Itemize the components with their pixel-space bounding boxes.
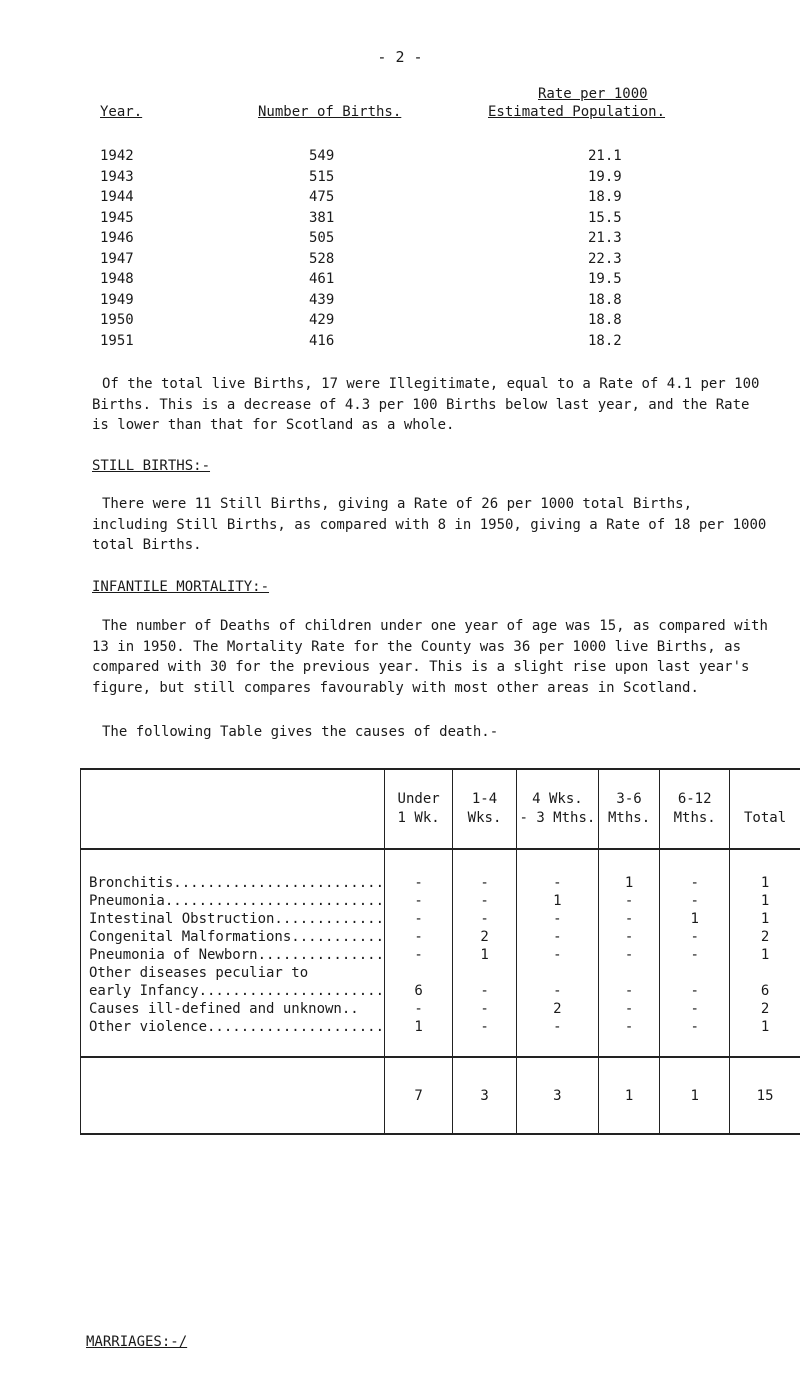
infantile-mortality-heading: INFANTILE MORTALITY:- (92, 579, 270, 595)
births-cell: 439 (309, 291, 335, 308)
year-header: Year. (100, 104, 143, 120)
column-header: 4 Wks. - 3 Mths. (516, 769, 598, 849)
count-cell: 1 (730, 892, 800, 910)
count-cell: - (516, 1018, 598, 1057)
table-header-row (81, 769, 800, 849)
cause-row (81, 910, 800, 928)
births-row (0, 148, 800, 169)
year-cell: 1942 (100, 148, 134, 164)
column-header: 6-12 Mths. (660, 769, 730, 849)
births-cell: 461 (309, 271, 335, 287)
count-cell: - (453, 892, 517, 910)
count-cell: - (385, 849, 453, 892)
count-cell: - (598, 910, 659, 928)
column-header: 1-4 Wks. (453, 769, 517, 849)
count-cell (516, 964, 598, 982)
count-cell (598, 964, 659, 982)
births-header: Number of Births. (258, 104, 402, 120)
count-cell: 2 (453, 928, 517, 946)
rate-header-line2: Estimated Population. (488, 104, 666, 120)
cause-row (81, 928, 800, 946)
rate-cell: 19.5 (588, 271, 622, 287)
count-cell: - (385, 892, 453, 910)
count-cell: - (453, 910, 517, 928)
count-cell: 1 (730, 1018, 800, 1057)
count-cell: 1 (385, 1018, 453, 1057)
count-cell: 1 (730, 910, 800, 928)
births-cell: 505 (309, 230, 335, 246)
count-cell: - (660, 982, 730, 1000)
rate-cell: 21.3 (588, 230, 622, 246)
illegitimate-paragraph: Of the total live Births, 17 were Illegitimate, equal to a Rate of 4.1 per 100 Births. This is a decrease of 4.3 per 100 Births below last year, and the Rate is lower than that for Scotland as a whole. (92, 376, 760, 433)
count-cell: - (385, 946, 453, 964)
count-cell (660, 964, 730, 982)
count-cell: - (453, 1018, 517, 1057)
births-table (0, 148, 800, 353)
count-cell: 1 (730, 849, 800, 892)
count-cell: - (660, 892, 730, 910)
births-row (0, 230, 800, 251)
count-cell: - (660, 1000, 730, 1018)
count-cell: 1 (660, 910, 730, 928)
count-cell: - (453, 849, 517, 892)
cause-row (81, 946, 800, 964)
count-cell: - (516, 946, 598, 964)
cause-row (81, 964, 800, 982)
table-intro: The following Table gives the causes of death.- (102, 724, 499, 740)
still-births-paragraph: There were 11 Still Births, giving a Rate of 26 per 1000 total Births, including Still Births, as compared with 8 in 1950, giving a Rate of 18 per 1000 total Births. (92, 496, 767, 553)
total-cell: 3 (516, 1057, 598, 1134)
count-cell: - (660, 946, 730, 964)
births-row (0, 169, 800, 190)
cause-row (81, 1000, 800, 1018)
cause-label: early Infancy...................... (81, 982, 385, 1000)
total-cell: 1 (660, 1057, 730, 1134)
count-cell: - (660, 1018, 730, 1057)
infantile-mortality-paragraph: The number of Deaths of children under one year of age was 15, as compared with 13 in 1950. The Mortality Rate for the County was 36 per 1000 live Births, as compared with 30 for the previous year. This is a slight rise upon last year's figure, but still compares favourably with most other areas in Scotland. (92, 618, 768, 696)
births-cell: 515 (309, 168, 335, 185)
count-cell: - (516, 928, 598, 946)
column-header: 3-6 Mths. (598, 769, 659, 849)
count-cell: 2 (516, 1000, 598, 1018)
rate-cell: 18.8 (588, 312, 622, 328)
total-cell: 15 (730, 1057, 800, 1134)
year-cell: 1948 (100, 271, 134, 287)
births-cell: 475 (309, 189, 335, 205)
cause-label: Bronchitis......................... (81, 849, 385, 892)
cause-label: Other violence..................... (81, 1018, 385, 1057)
births-cell: 416 (309, 332, 335, 349)
count-cell: 6 (730, 982, 800, 1000)
rate-cell: 21.1 (588, 148, 622, 164)
cause-label: Congenital Malformations........... (81, 928, 385, 946)
column-header: Total (730, 769, 800, 849)
cause-row (81, 982, 800, 1000)
rate-cell: 18.8 (588, 291, 622, 308)
year-cell: 1949 (100, 291, 134, 308)
total-cell: 7 (385, 1057, 453, 1134)
cause-label: Pneumonia.......................... (81, 892, 385, 910)
births-cell: 549 (309, 148, 335, 164)
births-row (0, 189, 800, 210)
year-cell: 1951 (100, 332, 134, 349)
cause-label: Other diseases peculiar to (81, 964, 385, 982)
births-row (0, 271, 800, 292)
year-cell: 1950 (100, 312, 134, 328)
count-cell (385, 964, 453, 982)
year-cell: 1947 (100, 250, 134, 267)
count-cell: - (453, 1000, 517, 1018)
totals-row (81, 1057, 800, 1134)
count-cell: - (516, 982, 598, 1000)
cause-row (81, 1018, 800, 1057)
cause-row (81, 892, 800, 910)
cause-label: Causes ill-defined and unknown.. (81, 1000, 385, 1018)
count-cell: 1 (453, 946, 517, 964)
count-cell: 6 (385, 982, 453, 1000)
births-table-header (0, 86, 800, 136)
count-cell: - (516, 849, 598, 892)
cause-label: Intestinal Obstruction............. (81, 910, 385, 928)
count-cell: - (516, 910, 598, 928)
page-number: - 2 - (377, 48, 423, 66)
births-row (0, 292, 800, 313)
count-cell: 1 (598, 849, 659, 892)
year-cell: 1945 (100, 209, 134, 226)
total-cell: 3 (453, 1057, 517, 1134)
count-cell: - (598, 928, 659, 946)
year-cell: 1946 (100, 230, 134, 246)
count-cell (730, 964, 800, 982)
count-cell: - (385, 928, 453, 946)
births-row (0, 251, 800, 272)
count-cell: - (598, 892, 659, 910)
births-row (0, 312, 800, 333)
cause-row (81, 849, 800, 892)
causes-of-death-table (80, 768, 800, 1135)
count-cell: - (385, 910, 453, 928)
count-cell (453, 964, 517, 982)
count-cell: 1 (730, 946, 800, 964)
rate-cell: 18.2 (588, 332, 622, 349)
year-cell: 1943 (100, 168, 134, 185)
count-cell: - (660, 928, 730, 946)
rate-cell: 18.9 (588, 189, 622, 205)
births-cell: 528 (309, 250, 335, 267)
cause-header (81, 769, 385, 849)
count-cell: - (598, 982, 659, 1000)
count-cell: - (385, 1000, 453, 1018)
births-row (0, 333, 800, 354)
count-cell: - (598, 946, 659, 964)
continuation-marker: MARRIAGES:-/ (86, 1334, 188, 1350)
totals-label-cell (81, 1057, 385, 1134)
count-cell: 1 (516, 892, 598, 910)
births-row (0, 210, 800, 231)
count-cell: 2 (730, 1000, 800, 1018)
still-births-heading: STILL BIRTHS:- (92, 458, 211, 474)
total-cell: 1 (598, 1057, 659, 1134)
cause-label: Pneumonia of Newborn............... (81, 946, 385, 964)
count-cell: - (660, 849, 730, 892)
count-cell: - (453, 982, 517, 1000)
rate-cell: 19.9 (588, 168, 622, 185)
year-cell: 1944 (100, 189, 134, 205)
column-header: Under 1 Wk. (385, 769, 453, 849)
rate-header-line1: Rate per 1000 (538, 86, 648, 102)
births-cell: 381 (309, 209, 335, 226)
births-cell: 429 (309, 312, 335, 328)
count-cell: - (598, 1000, 659, 1018)
count-cell: - (598, 1018, 659, 1057)
count-cell: 2 (730, 928, 800, 946)
rate-cell: 22.3 (588, 250, 622, 267)
rate-cell: 15.5 (588, 209, 622, 226)
